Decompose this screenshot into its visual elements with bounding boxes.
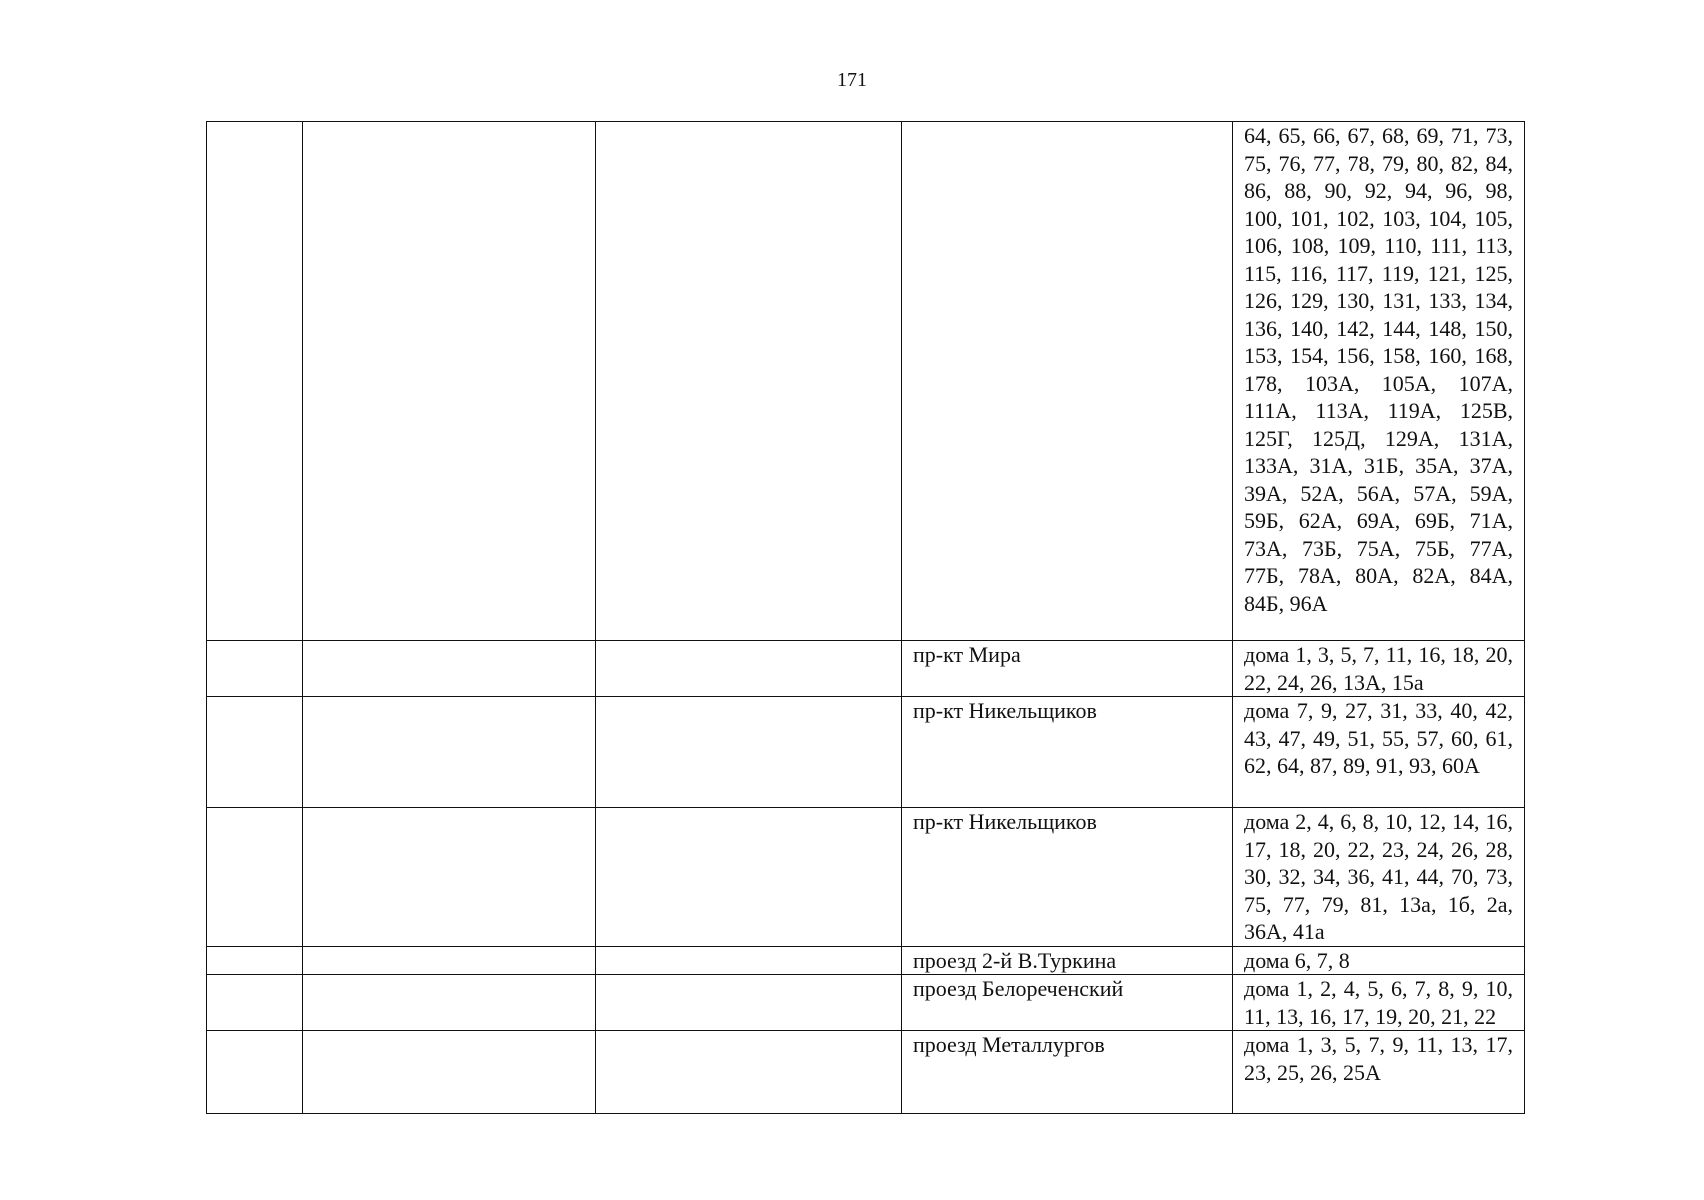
table-row [207, 975, 1525, 1031]
street-cell: проезд Белореченский [902, 975, 1233, 1031]
table-row [207, 1031, 1525, 1114]
empty-cell [207, 946, 303, 975]
empty-cell [303, 975, 596, 1031]
empty-cell [207, 1031, 303, 1114]
street-cell: пр-кт Никельщиков [902, 697, 1233, 808]
table-row [207, 697, 1525, 808]
empty-cell [207, 697, 303, 808]
empty-cell [596, 1031, 902, 1114]
empty-cell [303, 808, 596, 947]
empty-cell [596, 946, 902, 975]
page-number: 171 [837, 69, 867, 91]
empty-cell [596, 122, 902, 641]
table-row [207, 946, 1525, 975]
houses-cell: дома 1, 3, 5, 7, 11, 16, 18, 20, 22, 24, 26, 13А, 15а [1233, 641, 1525, 697]
street-cell: пр-кт Мира [902, 641, 1233, 697]
empty-cell [207, 122, 303, 641]
empty-cell [207, 975, 303, 1031]
table-row [207, 122, 1525, 641]
empty-cell [596, 975, 902, 1031]
empty-cell [303, 697, 596, 808]
table-row [207, 808, 1525, 947]
empty-cell [596, 641, 902, 697]
empty-cell [303, 641, 596, 697]
street-cell [902, 122, 1233, 641]
houses-cell: 64, 65, 66, 67, 68, 69, 71, 73, 75, 76, 77, 78, 79, 80, 82, 84, 86, 88, 90, 92, 94, 96, 98, 100, 101, 102, 103, 104, 105, 106, 108, 109, 110, 111, 113, 115, 116, 117, 119, 121, 125, 126, 129, 130, 131, 133, 134, 136, 140, 142, 144, 148, 150, 153, 154, 156, 158, 160, 168, 178, 103А, 105А, 107А, 111А, 113А, 119А, 125В, 125Г, 125Д, 129А, 131А, 133А, 31А, 31Б, 35А, 37А, 39А, 52А, 56А, 57А, 59А, 59Б, 62А, 69А, 69Б, 71А, 73А, 73Б, 75А, 75Б, 77А, 77Б, 78А, 80А, 82А, 84А, 84Б, 96А [1233, 122, 1525, 641]
houses-cell: дома 7, 9, 27, 31, 33, 40, 42, 43, 47, 49, 51, 55, 57, 60, 61, 62, 64, 87, 89, 91, 93, 60А [1233, 697, 1525, 808]
street-cell: проезд Металлургов [902, 1031, 1233, 1114]
empty-cell [207, 641, 303, 697]
empty-cell [596, 808, 902, 947]
empty-cell [303, 122, 596, 641]
empty-cell [596, 697, 902, 808]
table-row [207, 641, 1525, 697]
houses-cell: дома 6, 7, 8 [1233, 946, 1525, 975]
empty-cell [303, 946, 596, 975]
address-table [206, 121, 1525, 1114]
street-cell: проезд 2-й В.Туркина [902, 946, 1233, 975]
houses-cell: дома 1, 2, 4, 5, 6, 7, 8, 9, 10, 11, 13, 16, 17, 19, 20, 21, 22 [1233, 975, 1525, 1031]
empty-cell [303, 1031, 596, 1114]
street-cell: пр-кт Никельщиков [902, 808, 1233, 947]
empty-cell [207, 808, 303, 947]
houses-cell: дома 2, 4, 6, 8, 10, 12, 14, 16, 17, 18, 20, 22, 23, 24, 26, 28, 30, 32, 34, 36, 41, 44, 70, 73, 75, 77, 79, 81, 13а, 1б, 2а, 36А, 41а [1233, 808, 1525, 947]
houses-cell: дома 1, 3, 5, 7, 9, 11, 13, 17, 23, 25, 26, 25А [1233, 1031, 1525, 1114]
